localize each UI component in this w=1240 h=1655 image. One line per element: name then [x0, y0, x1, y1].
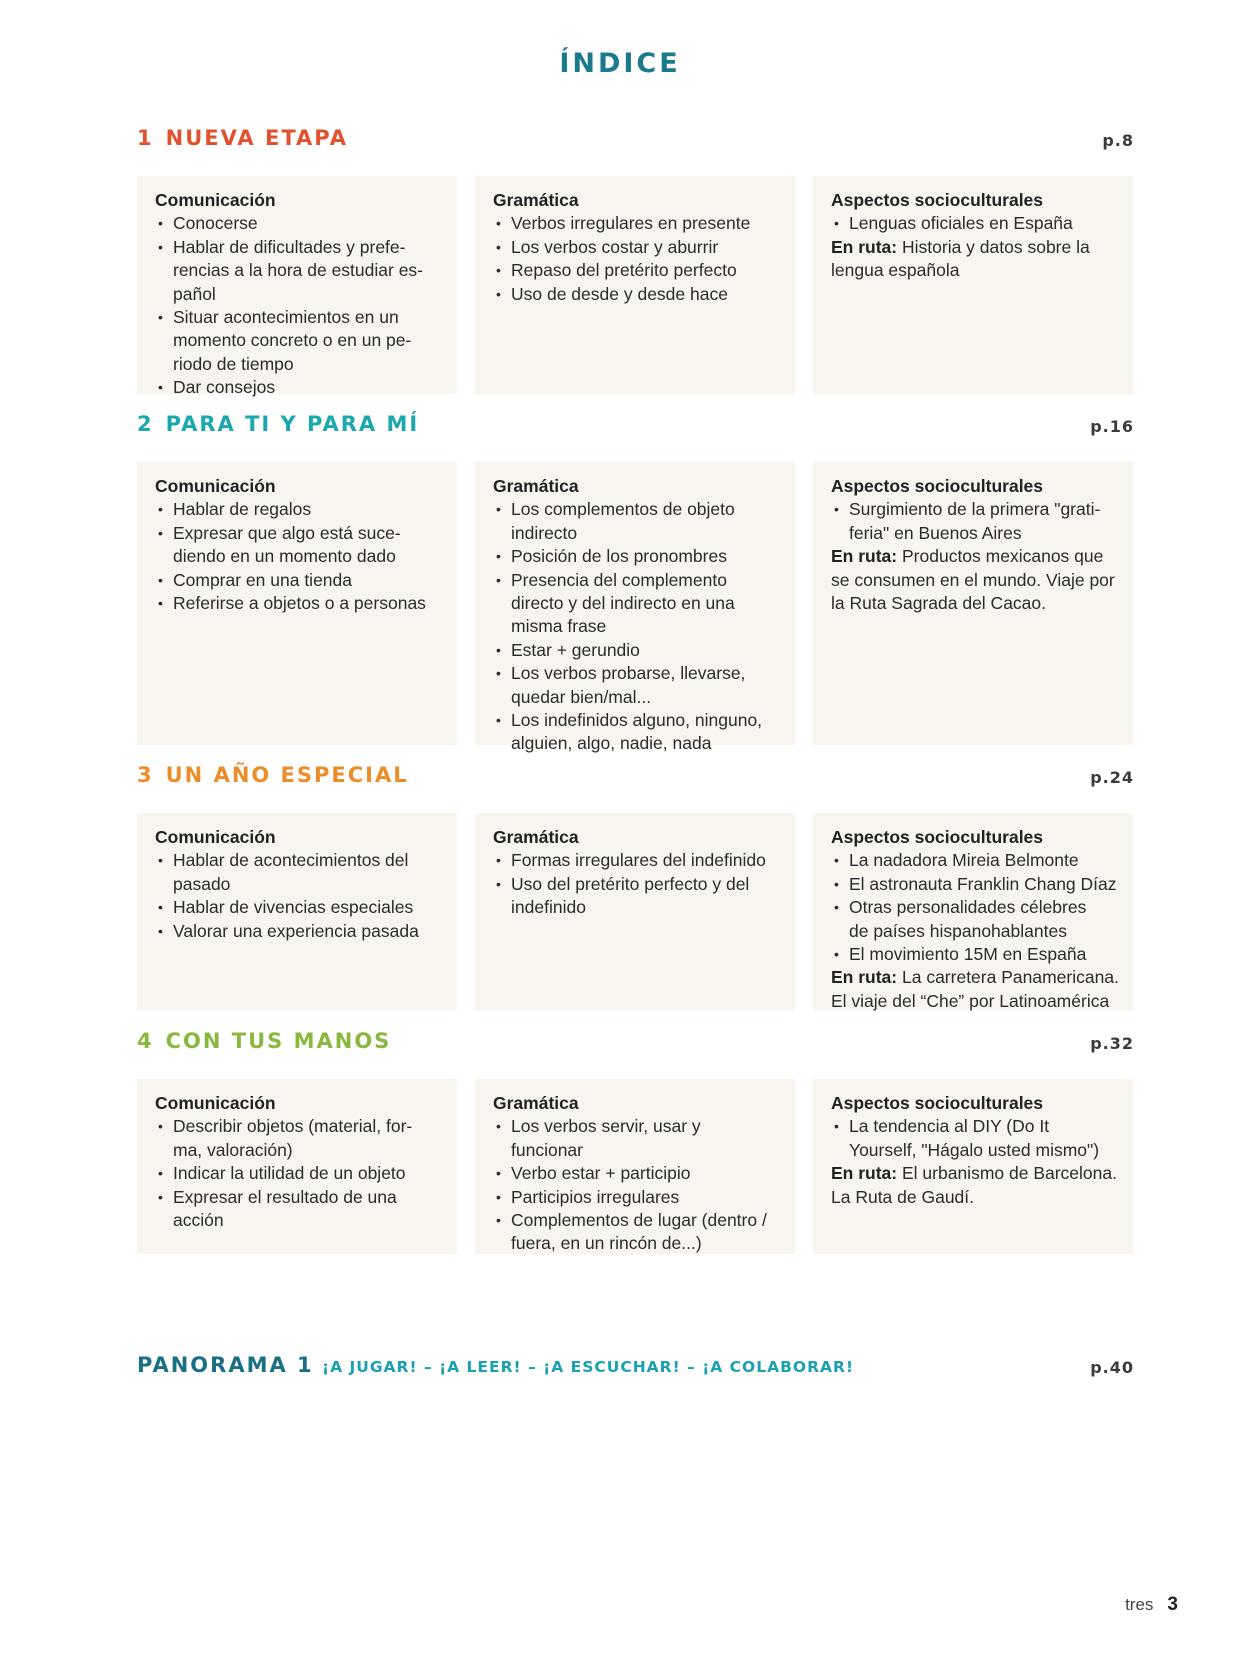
list-item: • Presencia del complemento directo y del indirecto en una misma frase	[493, 569, 781, 639]
list-item: • Uso de desde y desde hace	[493, 283, 781, 306]
list-item: • Repaso del pretérito perfecto	[493, 259, 781, 282]
item-list	[155, 212, 443, 399]
list-item: • Indicar la utilidad de un objeto	[155, 1162, 443, 1185]
box-heading: Comunicación	[155, 476, 276, 496]
panorama-page-number[interactable]: p.40	[1090, 1358, 1134, 1377]
item-list	[493, 498, 781, 755]
unit-name: CON TUS MANOS	[165, 1029, 392, 1053]
unit-3	[137, 763, 1134, 1010]
box-heading: Comunicación	[155, 1093, 276, 1113]
unit-number: 4	[137, 1029, 154, 1053]
panorama-title: PANORAMA 1	[137, 1353, 314, 1377]
page-number: 3	[1167, 1594, 1178, 1615]
list-item: • Formas irregulares del indefinido	[493, 849, 781, 872]
gramatica-box	[475, 462, 795, 754]
list-item: • El movimiento 15M en España	[831, 943, 1119, 966]
unit-page-number[interactable]: p.16	[1090, 417, 1134, 436]
list-item: • Lenguas oficiales en España	[831, 212, 1119, 235]
item-list	[831, 212, 1119, 235]
page-title: ÍNDICE	[559, 48, 681, 79]
item-list	[493, 849, 781, 919]
box-heading: Gramática	[493, 1093, 579, 1113]
box-heading: Gramática	[493, 476, 579, 496]
list-item: • Los verbos costar y aburrir	[493, 236, 781, 259]
list-item: • Surgimiento de la primera "grati- feria" en Buenos Aires	[831, 498, 1119, 545]
en-ruta-label: En ruta:	[831, 967, 898, 988]
list-item: • Hablar de acontecimientos del pasado	[155, 849, 443, 896]
unit-page-number[interactable]: p.8	[1102, 131, 1134, 150]
unit-title	[137, 1029, 391, 1053]
panorama-subtitle: ¡A JUGAR! – ¡A LEER! – ¡A ESCUCHAR! – ¡A COLABORAR!	[322, 1358, 855, 1376]
list-item: • Verbo estar + participio	[493, 1162, 781, 1185]
en-ruta-text: El urbanismo de Barcelona. La Ruta de Gaudí.	[831, 1163, 1117, 1207]
list-item: • Uso del pretérito perfecto y del indefinido	[493, 873, 781, 920]
socio-box	[813, 813, 1133, 1010]
unit-number: 2	[137, 412, 154, 436]
en-ruta	[831, 966, 1119, 1013]
list-item: • Complementos de lugar (dentro / fuera, en un rincón de...)	[493, 1209, 781, 1256]
box-heading: Gramática	[493, 190, 579, 210]
comunicacion-box	[137, 462, 457, 745]
list-item: • Hablar de regalos	[155, 498, 443, 521]
item-list	[831, 1115, 1119, 1162]
gramatica-box	[475, 813, 795, 1010]
socio-box	[813, 176, 1133, 394]
gramatica-box	[475, 1079, 795, 1254]
list-item: • Dar consejos	[155, 376, 443, 399]
comunicacion-box	[137, 176, 457, 398]
list-item: • Referirse a objetos o a personas	[155, 592, 443, 615]
list-item: • Describir objetos (material, for- ma, valoración)	[155, 1115, 443, 1162]
list-item: • La tendencia al DIY (Do It Yourself, "Hágalo usted mismo")	[831, 1115, 1119, 1162]
gramatica-box	[475, 176, 795, 394]
item-list	[155, 498, 443, 615]
list-item: • Los verbos servir, usar y funcionar	[493, 1115, 781, 1162]
unit-page-number[interactable]: p.32	[1090, 1034, 1134, 1053]
list-item: • Valorar una experiencia pasada	[155, 920, 443, 943]
list-item: • El astronauta Franklin Chang Díaz	[831, 873, 1119, 896]
list-item: • Otras personalidades célebres de países hispanohablantes	[831, 896, 1119, 943]
item-list	[831, 849, 1119, 966]
unit-name: PARA TI Y PARA MÍ	[165, 412, 420, 436]
unit-title	[137, 126, 348, 150]
page-number-word: tres	[1125, 1595, 1154, 1614]
socio-box	[813, 462, 1133, 745]
unit-1	[137, 126, 1134, 398]
en-ruta	[831, 1162, 1119, 1209]
box-heading: Aspectos socioculturales	[831, 1093, 1044, 1113]
en-ruta-label: En ruta:	[831, 546, 898, 567]
panorama-row	[137, 1353, 1134, 1383]
box-heading: Comunicación	[155, 190, 276, 210]
unit-number: 3	[137, 763, 154, 787]
list-item: • Hablar de dificultades y prefe- rencias a la hora de estudiar es- pañol	[155, 236, 443, 306]
list-item: • La nadadora Mireia Belmonte	[831, 849, 1119, 872]
unit-4	[137, 1029, 1134, 1254]
box-heading: Comunicación	[155, 827, 276, 847]
box-heading: Gramática	[493, 827, 579, 847]
en-ruta-text: La carretera Panamericana. El viaje del “Che” por Latinoamérica	[831, 967, 1119, 1011]
list-item: • Verbos irregulares en presente	[493, 212, 781, 235]
list-item: • Conocerse	[155, 212, 443, 235]
unit-name: NUEVA ETAPA	[165, 126, 348, 150]
item-list	[493, 212, 781, 306]
unit-page-number[interactable]: p.24	[1090, 768, 1134, 787]
box-heading: Aspectos socioculturales	[831, 827, 1044, 847]
list-item: • Comprar en una tienda	[155, 569, 443, 592]
page-footer	[1125, 1594, 1178, 1616]
box-heading: Aspectos socioculturales	[831, 190, 1044, 210]
en-ruta-label: En ruta:	[831, 1163, 898, 1184]
item-list	[493, 1115, 781, 1255]
en-ruta-text: Productos mexicanos que se consumen en el mundo. Viaje por la Ruta Sagrada del Cacao.	[831, 546, 1115, 614]
item-list	[155, 849, 443, 943]
unit-title	[137, 412, 419, 436]
item-list	[155, 1115, 443, 1232]
en-ruta-text: Historia y datos sobre la lengua española	[831, 236, 1090, 281]
unit-number: 1	[137, 126, 154, 150]
list-item: • Situar acontecimientos en un momento concreto o en un pe- riodo de tiempo	[155, 306, 443, 376]
list-item: • Posición de los pronombres	[493, 545, 781, 568]
list-item: • Expresar el resultado de una acción	[155, 1186, 443, 1233]
list-item: • Los complementos de objeto indirecto	[493, 498, 781, 545]
en-ruta	[831, 545, 1119, 615]
en-ruta-label: En ruta:	[831, 236, 898, 257]
list-item: • Hablar de vivencias especiales	[155, 896, 443, 919]
list-item: • Participios irregulares	[493, 1186, 781, 1209]
unit-2	[137, 412, 1134, 754]
unit-name: UN AÑO ESPECIAL	[165, 763, 409, 787]
list-item: • Estar + gerundio	[493, 639, 781, 662]
comunicacion-box	[137, 813, 457, 1010]
list-item: • Los verbos probarse, llevarse, quedar bien/mal...	[493, 662, 781, 709]
item-list	[831, 498, 1119, 545]
en-ruta	[831, 236, 1119, 283]
box-heading: Aspectos socioculturales	[831, 476, 1044, 496]
unit-title	[137, 763, 409, 787]
comunicacion-box	[137, 1079, 457, 1254]
list-item: • Expresar que algo está suce- diendo en un momento dado	[155, 522, 443, 569]
list-item: • Los indefinidos alguno, ninguno, alguien, algo, nadie, nada	[493, 709, 781, 756]
socio-box	[813, 1079, 1133, 1254]
